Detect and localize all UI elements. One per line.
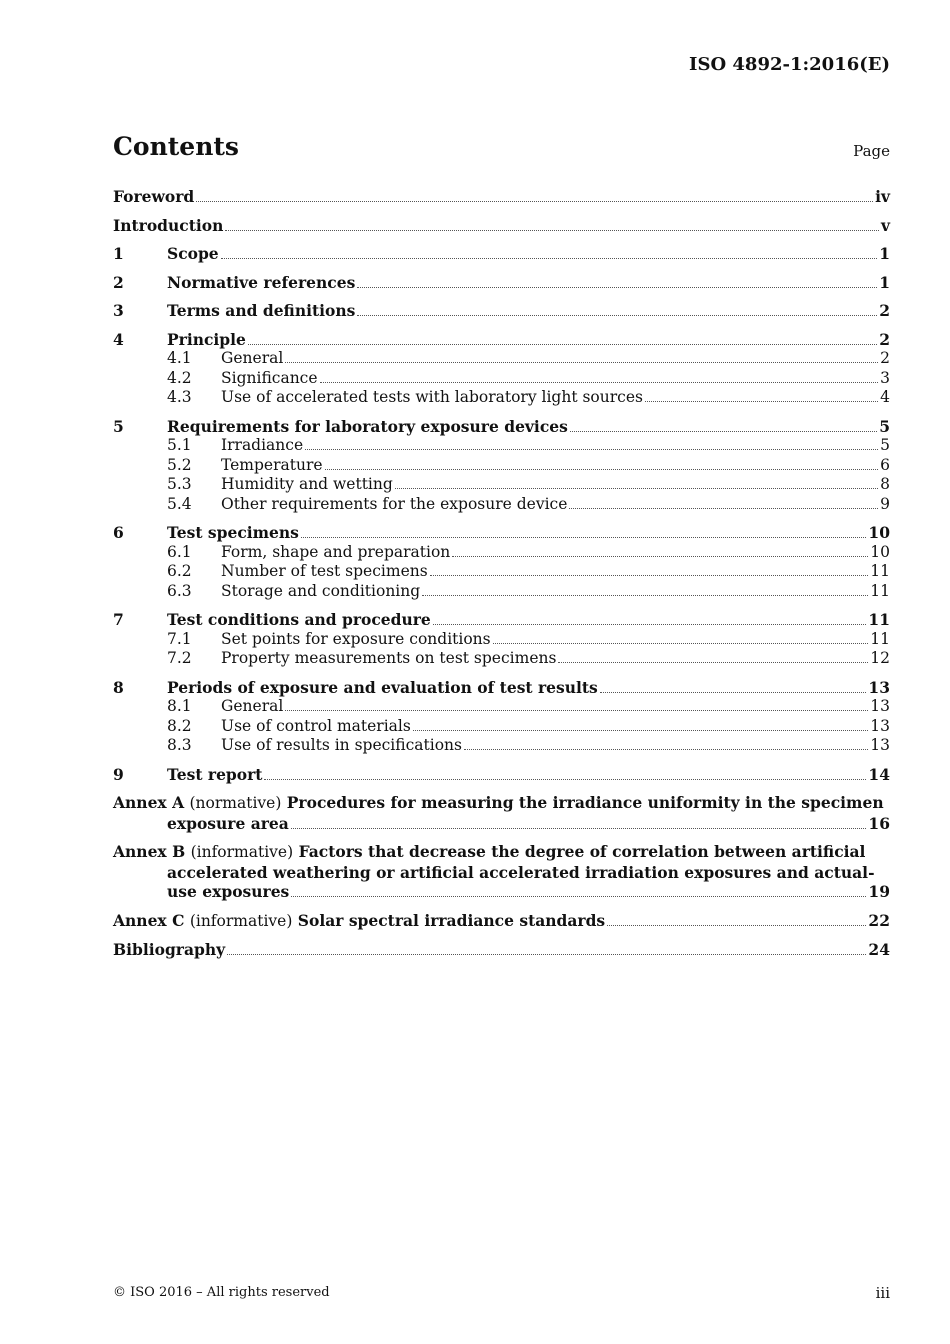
dot-leader [452, 556, 868, 557]
annex-type: (normative) [189, 794, 282, 812]
toc-entry-text: Normative references [167, 272, 356, 292]
dot-leader [600, 692, 867, 693]
dot-leader [248, 344, 877, 345]
toc-entry-text: Scope [167, 244, 219, 263]
toc-entry-foreword[interactable] [113, 187, 890, 207]
toc-subentry[interactable] [113, 649, 890, 669]
annex-last-line [113, 882, 890, 902]
annex-title-continued: accelerated weathering or artificial accelerated irradiation exposures and actual- [167, 862, 875, 882]
toc-subentry-text: Humidity and wetting [221, 475, 393, 493]
toc-entry-text: Test specimens [167, 523, 299, 542]
dot-leader [305, 449, 878, 450]
annex-label: Annex C [113, 910, 185, 930]
toc-entry-number: 5 [113, 416, 124, 436]
toc-entry-requirements[interactable] [113, 417, 890, 437]
toc-entry-text: Principle [167, 329, 246, 349]
toc-subentry[interactable] [113, 436, 890, 456]
toc-subentry[interactable] [113, 456, 890, 476]
toc-entry-test-specimens[interactable] [113, 523, 890, 543]
toc-subentry-page: 11 [870, 562, 890, 580]
toc-subentry[interactable] [113, 369, 890, 389]
toc-subentry-number: 8.2 [167, 716, 192, 735]
toc-subentry-number: 6.1 [167, 542, 192, 561]
toc-subentry-page: 13 [870, 697, 890, 715]
toc-subentry-text: Other requirements for the exposure device [221, 494, 568, 513]
toc-subentry-number: 8.1 [167, 697, 192, 715]
toc-subentry-page: 11 [870, 581, 890, 600]
toc-subentry-text: Set points for exposure conditions [221, 629, 491, 648]
toc-entry-annex-a[interactable] [113, 793, 890, 833]
toc-subentry-number: 5.3 [167, 475, 192, 493]
table-of-contents [113, 187, 890, 960]
toc-subentry-number: 7.2 [167, 649, 192, 667]
page-number: iii [875, 1284, 890, 1302]
dot-leader [422, 595, 868, 596]
dot-leader [285, 362, 878, 363]
toc-subentry-page: 2 [880, 349, 890, 367]
toc-subentry-page: 13 [870, 736, 890, 754]
toc-subentry[interactable] [113, 582, 890, 602]
dot-leader [569, 508, 878, 509]
toc-entry-page: 19 [868, 882, 890, 901]
toc-subentry-page: 11 [870, 629, 890, 648]
toc-subentry-number: 6.2 [167, 562, 192, 580]
toc-subentry[interactable] [113, 717, 890, 737]
toc-entry-text [113, 911, 605, 932]
toc-subentry-text: Use of control materials [221, 716, 411, 735]
toc-subentry[interactable] [113, 475, 890, 495]
toc-subentry-number: 8.3 [167, 736, 192, 754]
dot-leader [395, 488, 878, 489]
toc-subentry-page: 4 [880, 388, 890, 406]
toc-subentry-text: Storage and conditioning [221, 581, 421, 600]
toc-entry-page: 16 [868, 813, 890, 833]
annex-title: Factors that decrease the degree of correlation between artificial [298, 842, 866, 861]
toc-entry-bibliography[interactable] [113, 940, 890, 960]
toc-entry-introduction[interactable] [113, 216, 890, 236]
toc-entry-text: Periods of exposure and evaluation of test results [167, 677, 598, 697]
toc-entry-number: 6 [113, 523, 124, 542]
toc-entry-annex-b[interactable] [113, 842, 890, 902]
dot-leader [196, 201, 873, 202]
toc-subentry-number: 5.1 [167, 436, 192, 454]
annex-title-continued: exposure area [167, 813, 289, 833]
toc-subentry-text: Irradiance [221, 436, 304, 454]
toc-entry-number: 3 [113, 301, 124, 320]
toc-subentry[interactable] [113, 543, 890, 563]
toc-entry-test-report[interactable] [113, 765, 890, 785]
dot-leader [413, 730, 868, 731]
annex-title-continued: use exposures [167, 882, 290, 901]
dot-leader [558, 662, 868, 663]
toc-entry-page: iv [875, 187, 890, 206]
toc-entry-text: Introduction [113, 215, 224, 235]
dot-leader [357, 287, 877, 288]
dot-leader [291, 828, 867, 829]
toc-subentry-number: 7.1 [167, 629, 192, 648]
dot-leader [325, 469, 879, 470]
toc-entry-page: 1 [879, 244, 890, 263]
toc-subentry-number: 4.3 [167, 388, 192, 406]
toc-subentry-page: 8 [880, 475, 890, 493]
toc-entry-page: 13 [868, 677, 890, 697]
annex-label: Annex B [113, 842, 186, 861]
dot-leader [221, 258, 878, 259]
toc-subentry[interactable] [113, 495, 890, 515]
page-column-label: Page [853, 142, 890, 160]
toc-subentry-page: 6 [880, 455, 890, 474]
toc-subentry-page: 13 [870, 716, 890, 735]
toc-subentry-number: 6.3 [167, 581, 192, 600]
toc-entry-page: 1 [879, 272, 890, 292]
toc-entry-principle[interactable] [113, 330, 890, 350]
annex-last-line [113, 814, 890, 834]
dot-leader [645, 401, 878, 402]
toc-entry-page: 14 [868, 764, 890, 784]
toc-subentry-number: 4.2 [167, 368, 192, 387]
toc-entry-terms-definitions[interactable] [113, 301, 890, 321]
copyright-notice: © ISO 2016 – All rights reserved [113, 1285, 330, 1300]
toc-entry-page: 2 [879, 329, 890, 349]
toc-entry-text: Requirements for laboratory exposure devices [167, 416, 568, 436]
dot-leader [433, 624, 867, 625]
toc-entry-text: Foreword [113, 187, 195, 206]
dot-leader [320, 382, 879, 383]
annex-title: Procedures for measuring the irradiance uniformity in the specimen [286, 793, 884, 812]
toc-subentry-page: 3 [880, 368, 890, 387]
dot-leader [225, 230, 879, 231]
dot-leader [291, 896, 866, 897]
document-id: ISO 4892-1:2016(E) [689, 54, 890, 75]
dot-leader [264, 779, 866, 780]
toc-subentry-text: Significance [221, 368, 318, 387]
toc-subentry-text: Number of test specimens [221, 562, 428, 580]
dot-leader [301, 537, 867, 538]
toc-entry-page: 10 [868, 523, 890, 542]
toc-entry-periods-of-exposure[interactable] [113, 678, 890, 698]
annex-label: Annex A [113, 793, 185, 812]
toc-subentry[interactable] [113, 349, 890, 369]
dot-leader [430, 575, 869, 576]
toc-subentry[interactable] [113, 388, 890, 408]
dot-leader [285, 710, 868, 711]
toc-subentry-number: 5.4 [167, 494, 192, 513]
toc-subentry-number: 4.1 [167, 349, 192, 367]
toc-entry-text: Test report [167, 764, 263, 784]
toc-entry-annex-c[interactable] [113, 911, 890, 932]
toc-entry-page: v [880, 215, 890, 235]
page-title: Contents [113, 132, 240, 161]
annex-first-line [113, 793, 890, 814]
toc-entry-text: Test conditions and procedure [167, 610, 431, 629]
toc-subentry-text: Temperature [221, 455, 323, 474]
dot-leader [607, 925, 866, 926]
toc-entry-normative-references[interactable] [113, 273, 890, 293]
toc-entry-scope[interactable] [113, 244, 890, 264]
toc-entry-page: 22 [868, 910, 890, 930]
toc-subentry[interactable] [113, 562, 890, 582]
toc-entry-number: 1 [113, 244, 124, 263]
toc-subentry-page: 10 [870, 542, 890, 561]
toc-entry-number: 4 [113, 329, 124, 349]
dot-leader [493, 643, 869, 644]
toc-subentry-number: 5.2 [167, 455, 192, 474]
annex-type: (informative) [190, 843, 294, 861]
dot-leader [227, 954, 866, 955]
toc-entry-page: 24 [868, 940, 890, 959]
dot-leader [464, 749, 868, 750]
annex-first-line [113, 842, 890, 863]
dot-leader [570, 431, 877, 432]
toc-entry-page: 5 [879, 416, 890, 436]
toc-entry-number: 8 [113, 677, 124, 697]
toc-subentry-page: 5 [880, 436, 890, 454]
toc-entry-test-conditions[interactable] [113, 610, 890, 630]
toc-subentry[interactable] [113, 630, 890, 650]
toc-entry-number: 9 [113, 764, 124, 784]
toc-entry-page: 11 [868, 610, 890, 629]
toc-subentry-text: General [221, 349, 284, 367]
toc-subentry-text: Use of results in specifications [221, 736, 462, 754]
toc-subentry[interactable] [113, 736, 890, 756]
annex-type: (informative) [189, 911, 293, 930]
toc-entry-page: 2 [879, 301, 890, 320]
toc-subentry-text: Form, shape and preparation [221, 542, 451, 561]
toc-subentry-text: General [221, 697, 284, 715]
toc-subentry[interactable] [113, 697, 890, 717]
toc-entry-text: Bibliography [113, 940, 226, 959]
toc-entry-text: Terms and definitions [167, 301, 356, 320]
toc-subentry-page: 9 [880, 494, 890, 513]
toc-entry-number: 7 [113, 610, 124, 629]
annex-title: Solar spectral irradiance standards [297, 910, 606, 930]
dot-leader [357, 315, 877, 316]
toc-entry-number: 2 [113, 272, 124, 292]
toc-subentry-text: Property measurements on test specimens [221, 649, 557, 667]
toc-subentry-page: 12 [870, 649, 890, 667]
toc-subentry-text: Use of accelerated tests with laboratory light sources [221, 388, 643, 406]
